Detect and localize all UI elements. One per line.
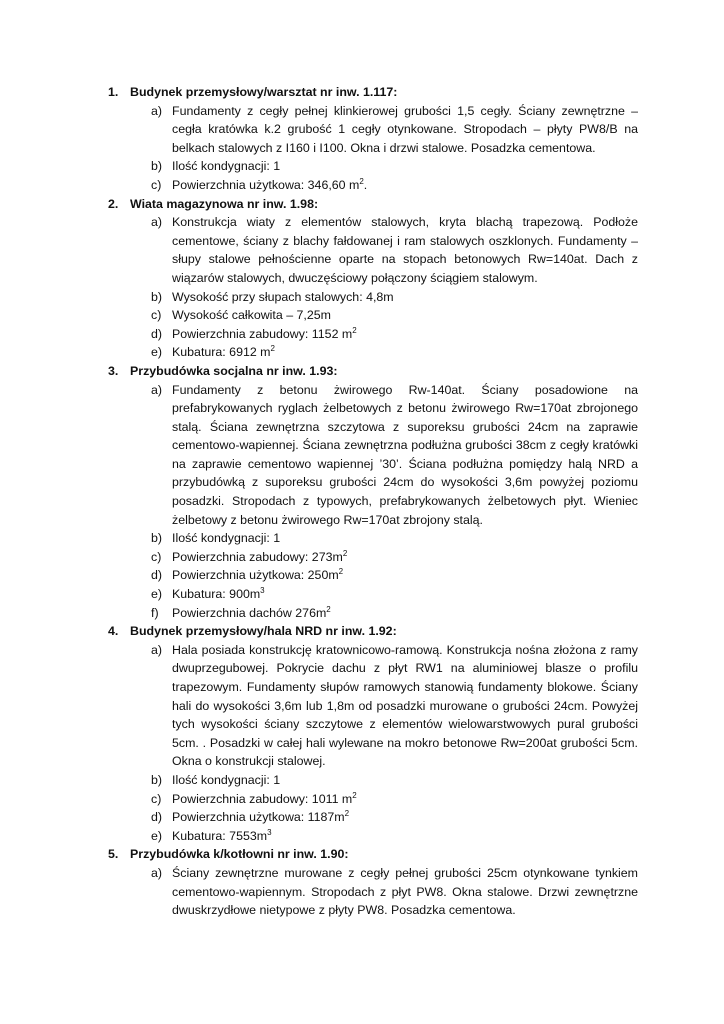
sub-item [151, 771, 638, 790]
sub-item [151, 566, 638, 585]
sub-item-marker: c) [151, 549, 162, 564]
sub-item-text [172, 566, 638, 585]
sub-item-text [172, 325, 638, 344]
unit-exponent: 2 [359, 176, 364, 186]
section-title: Wiata magazynowa nr inw. 1.98: [130, 196, 319, 211]
sub-item-text-main: Wysokość całkowita – 7,25m [172, 308, 331, 323]
sub-item-text-main: Ilość kondygnacji: 1 [172, 159, 281, 174]
section-heading [108, 83, 638, 102]
sub-item-text-main: Wysokość przy słupach stalowych: 4,8m [172, 289, 394, 304]
sub-item [151, 157, 638, 176]
sub-item-marker: d) [151, 568, 163, 583]
sub-item-text [172, 585, 638, 604]
sub-item-text-main: Fundamenty z cegły pełnej klinkierowej grubości 1,5 cegły. Ściany zewnętrzne – cegła kratówka k.2 grubość 1 cegły otynkowane. Stropodach – płyty PW8/B na belkach stalowych z I160 i I100. Okna i drzwi stalowe. Posadzka cementowa. [172, 103, 638, 155]
section-heading [108, 362, 638, 381]
unit-exponent: 2 [338, 567, 344, 577]
section-title: Budynek przemysłowy/hala NRD nr inw. 1.92: [130, 624, 397, 639]
section-number: 1. [108, 85, 119, 99]
sub-item [151, 827, 638, 846]
sub-item-text-main: Powierzchnia użytkowa: 250m [172, 568, 339, 583]
sub-item-text-main: Ściany zewnętrzne murowane z cegły pełnej grubości 25cm otynkowane tynkiem cementowo-wapiennym. Stropodach z płyt PW8. Okna stalowe. Drzwi zewnętrzne dwuskrzydłowe nietypowe z płyty PW8. Posadzka cementowa. [172, 865, 638, 918]
sub-item-marker: b) [151, 531, 163, 546]
sub-item-text-main: Hala posiada konstrukcję kratownicowo-ramową. Konstrukcja nośna złożona z ramy dwuprzegubowej. Pokrycie dachu z płyt RW1 na aluminiowej blasze o profilu trapezowym. Fundamenty słupów ramowych stanowią fundamenty blokowe. Ściany hali do wysokości 3,6m lub 1,8m od posadzki murowane o grubości 24cm. Powyżej tych wysokości ściany szczytowe z elementów wielowarstwowych pural grubości 5cm. . Posadzki w całej hali wylewane na mokro betonowe Rw=200at grubości 5cm. Okna o konstrukcji stalowej. [172, 642, 638, 769]
sub-item [151, 288, 638, 307]
sub-item-marker: f) [151, 605, 159, 620]
sub-item-text-main: Ilość kondygnacji: 1 [172, 531, 281, 546]
section-item [108, 845, 638, 919]
sub-item-marker: a) [151, 103, 163, 118]
sub-item [151, 529, 638, 548]
sub-item-marker: a) [151, 382, 163, 397]
sub-item-text [172, 771, 638, 790]
sub-item-text [172, 213, 638, 287]
section-heading [108, 195, 638, 214]
section-item [108, 362, 638, 622]
sub-item-text-main: Powierzchnia dachów 276m [172, 605, 327, 620]
sub-item-text [172, 827, 638, 846]
sub-item-marker: b) [151, 159, 163, 174]
sub-item [151, 176, 638, 195]
section-number: 5. [108, 847, 119, 862]
sub-item-list [108, 641, 638, 846]
sub-item-marker: c) [151, 308, 162, 323]
sub-item-marker: a) [151, 215, 163, 230]
sub-item-text [172, 808, 638, 827]
sub-item-text-main: Powierzchnia zabudowy: 1152 m [172, 326, 353, 341]
unit-exponent: 2 [344, 809, 350, 819]
unit-exponent: 3 [260, 585, 265, 595]
sub-item-text-main: Kubatura: 7553m [172, 828, 268, 843]
sub-item-text [172, 529, 638, 548]
sub-item [151, 808, 638, 827]
section-number: 3. [108, 363, 119, 378]
sub-item [151, 604, 638, 623]
sub-item [151, 381, 638, 530]
sub-item-text [172, 790, 638, 809]
unit-exponent: 2 [352, 790, 357, 800]
sub-item-marker: c) [151, 791, 162, 806]
sub-item [151, 306, 638, 325]
sub-item-marker: d) [151, 810, 163, 825]
sub-item-text [172, 641, 638, 771]
sub-item-marker: b) [151, 289, 163, 304]
sub-item-marker: e) [151, 587, 163, 602]
section-title: Przybudówka socjalna nr inw. 1.93: [130, 363, 338, 378]
sub-item-text [172, 381, 638, 530]
section-title: Budynek przemysłowy/warsztat nr inw. 1.117: [130, 85, 398, 99]
sub-item [151, 641, 638, 771]
sub-item [151, 790, 638, 809]
sub-item-list [108, 864, 638, 920]
sub-item-text [172, 102, 638, 158]
section-number: 4. [108, 624, 119, 639]
sub-item-list [108, 213, 638, 362]
sub-item [151, 102, 638, 158]
section-number: 2. [108, 196, 119, 211]
sub-item-text [172, 548, 638, 567]
unit-exponent: 2 [352, 325, 357, 335]
sub-item [151, 343, 638, 362]
sub-item-text [172, 343, 638, 362]
sub-item-marker: a) [151, 865, 163, 880]
sub-item-text-main: Ilość kondygnacji: 1 [172, 772, 281, 787]
sub-item-text [172, 306, 638, 325]
sub-item-marker: d) [151, 326, 163, 341]
sub-item-text-main: Powierzchnia zabudowy: 1011 m [172, 791, 353, 806]
sub-item-list [108, 381, 638, 623]
section-item [108, 622, 638, 845]
sub-item-marker: b) [151, 772, 163, 787]
sub-item [151, 325, 638, 344]
sub-item-text [172, 157, 638, 176]
sub-item-text [172, 864, 638, 920]
section-heading [108, 622, 638, 641]
sub-item [151, 864, 638, 920]
sub-item-text-main: Kubatura: 6912 m [172, 345, 271, 360]
sub-item-text-main: Powierzchnia użytkowa: 346,60 m [172, 177, 360, 192]
sub-item [151, 213, 638, 287]
section-item [108, 83, 638, 195]
sub-item-marker: e) [151, 345, 163, 360]
section-heading [108, 845, 638, 864]
unit-exponent: 3 [267, 827, 272, 837]
sub-item-marker: c) [151, 177, 162, 192]
sub-item-text [172, 604, 638, 623]
sub-item-text [172, 176, 638, 195]
sub-item [151, 585, 638, 604]
sub-item-list [108, 102, 638, 195]
document-body [108, 83, 638, 920]
unit-exponent: 2 [270, 344, 275, 354]
section-title: Przybudówka k/kotłowni nr inw. 1.90: [130, 847, 349, 862]
unit-exponent: 2 [342, 548, 348, 558]
sub-item-text-suffix: . [363, 177, 368, 192]
sub-item-text-main: Powierzchnia zabudowy: 273m [172, 549, 343, 564]
sub-item [151, 548, 638, 567]
sub-item-text-main: Fundamenty z betonu żwirowego Rw-140at. Ściany posadowione na prefabrykowanych ryglach żelbetowych z betonu żwirowego Rw=170at zbrojonego stalą. Ściana zewnętrzna szczytowa z suporeksu grubości 24cm na zaprawie cementowo-wapiennej. Ściana zewnętrzna podłużna grubości 38cm z cegły kratówki na zaprawie cementowo wapiennej ’30’. Ściana podłużna pomiędzy halą NRD a przybudówką z suporeksu grubości 24cm do wysokości 3,6m powyżej poziomu posadzki. Stropodach z typowych, prefabrykowanych żelbetowych płyt. Wieniec żelbetowy z betonu żwirowego Rw=170at zbrojony stalą. [172, 382, 638, 527]
sub-item-marker: a) [151, 642, 163, 657]
section-item [108, 195, 638, 362]
sub-item-text-main: Kubatura: 900m [172, 587, 261, 602]
unit-exponent: 2 [326, 604, 331, 614]
sub-item-text-main: Powierzchnia użytkowa: 1187m [172, 810, 345, 825]
sub-item-text-main: Konstrukcja wiaty z elementów stalowych, kryta blachą trapezową. Podłoże cementowe, ściany z blachy fałdowanej i ram stalowych oszklonych. Fundamenty – słupy stalowe pełnościenne oparte na stopach betonowych Rw=140at. Dach z wiązarów stalowych, dwuczęściowy połączony ściągiem stalowym. [172, 215, 638, 285]
sub-item-text [172, 288, 638, 307]
sub-item-marker: e) [151, 828, 163, 843]
